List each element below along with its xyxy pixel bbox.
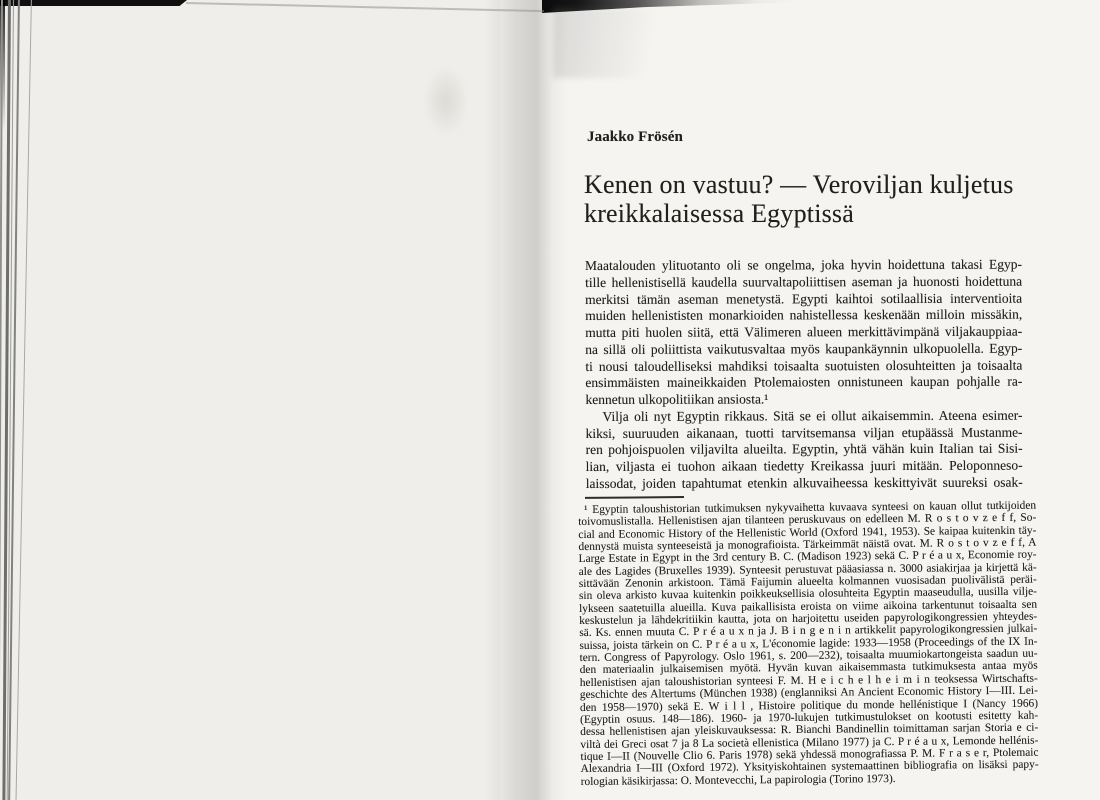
title-line: Kenen on vastuu? — Veroviljan kuljetus	[584, 170, 1014, 199]
footnote-line: keskustelun ja lähdekritiikin kautta, jota on harjoitettu useiden papyrologikongressien yhteydes-	[579, 610, 1038, 628]
footnote-line: lykseen saatetuilla alueilla. Kuva paikallisista eroista on viime aikoina tarkentunut toisaalta sen	[579, 598, 1038, 615]
body-text-line: ren pohjoispuolen viljavilta alueilta. Egyptin, yhtä vähän kuin Italian tai Sisi-	[585, 440, 1023, 458]
body-text-line: lian, viljasta ei tuohon aikaan tiedetty Kreikassa juuri mitään. Peloponneso-	[585, 457, 1023, 474]
body-text-line: muiden hellenististen monarkioiden nahistellessa keskenään milloin missäkin,	[585, 306, 1023, 324]
footnote-line: sin oleva arkisto kuvaa kuitenkin poikkeuksellisia olosuhteita Egyptin maaseudulla, uusilla vilje-	[578, 586, 1037, 603]
footnote-line: geschichte des Altertums (München 1938) (englanniksi An Ancient Economic History I—III. Lei-	[579, 684, 1038, 702]
body-text-line: na sillä oli poliittista vaikutusvaltaa myös kaupankäynnin ulkopuolella. Egyp-	[585, 340, 1023, 357]
author-name: Jaakko Frösén	[587, 129, 683, 145]
body-text-line: merkitsi tämän aseman menetystä. Egypti kaihtoi sotilaallisia interventioita	[585, 290, 1023, 307]
body-text-line: kiksi, suuruuden aikanaan, tuotti tarvitsemansa viljan etupäässä Mustanme-	[585, 424, 1023, 441]
footnote-line: hellenistisen ajan taloushistorian synteesi F. M. H e i c h e l h e i m i n teoksessa Wirtschafts-	[579, 672, 1038, 689]
footnote-line: suissa, joista tärkein on C. P r é a u x, L'économie lagide: 1933—1958 (Proceedings of the IX In-	[579, 635, 1038, 652]
footnote-section	[578, 493, 1039, 788]
scanner-shadow-top-left	[0, 0, 187, 6]
footnote-line: (Egyptin osuus. 148—186). 1960- ja 1970-lukujen tutkimustulokset on kootusti esitetty kah-	[580, 709, 1039, 726]
title-line: kreikkalaisessa Egyptissä	[584, 199, 854, 228]
footnote-line: viltà dei Greci osat 7 ja 8 La società ellenistica (Milano 1977) ja C. P r é a u x, Lemonde hellénis-	[580, 734, 1039, 751]
footnote-line: den materiaalin julkaisemisen myötä. Hyvän kuvan aikaisemmasta tutkimuksesta antaa myös	[579, 660, 1038, 677]
gutter-shadow	[484, 0, 568, 800]
article-body	[585, 257, 1023, 493]
body-text-line: laissodat, joiden tapahtumat etenkin alkuvaiheessa keskittyivät suureksi osak-	[585, 474, 1023, 491]
footnote-line: Alexandria I—III (Oxford 1972). Yksityiskohtainen systemaattinen bibliografia on lisäksi papy-	[580, 758, 1039, 776]
footnote-line: dessa hellenistisen ajan yleiskuvauksessa: R. Bianchi Bandinellin toimittaman sarjan Storia e ci-	[580, 721, 1039, 739]
footnote-line: ale des Lagides (Bruxelles 1939). Synteesit perustuvat pääasiassa n. 3000 asiakirjaa ja kirjettä kä-	[578, 561, 1037, 578]
footnote-line: sä. Ks. ennen muuta C. P r é a u x n ja J. B i n g e n i n artikkelit papyrologikongressien julkai-	[579, 623, 1038, 640]
footnote-line: sittävään Zenonin arkistoon. Tämä Faijumin alueelta kolmannen vuosisadan puolivälistä peräi-	[578, 573, 1037, 591]
footnote-line: ¹ Egyptin taloushistorian tutkimuksen nykyvaihetta kuvaava synteesi on kauan ollut tutkijoiden	[584, 499, 1037, 516]
footnote-line: dennystä muista synteeseistä ja monografioista. Tärkeimmät näistä ovat. M. R o s t o v z e f f, A	[578, 536, 1037, 554]
footnote-text	[578, 500, 1039, 788]
footnote-rule	[585, 496, 684, 499]
footnote-line: toivomuslistalla. Hellenistisen ajan tilanteen peruskuvaus on edelleen M. R o s t o v z e f f, So-	[578, 511, 1037, 529]
body-text-line: kennetun ulkopolitiikan ansiosta.¹	[585, 391, 769, 407]
paragraph-2	[585, 407, 1022, 492]
footnote-line: tique I—II (Nouvelle Clio 6. Paris 1978) sekä yhdessä monografiassa P. M. F r a s e r, Ptolemaic	[580, 746, 1039, 763]
body-text-line: tille hellenistisellä kaudella suurvaltapoliittisen aseman ja huonosti hoidettuna	[585, 273, 1023, 290]
footnote-line: cial and Economic History of the Hellenistic World (Oxford 1941, 1953). Se kaipaa kuitenkin täy-	[578, 524, 1037, 541]
paragraph-1	[585, 257, 1022, 409]
article-title	[584, 170, 1014, 228]
body-text-line: Maatalouden ylituotanto oli se ongelma, joka hyvin hoidettuna takasi Egyp-	[585, 256, 1023, 273]
body-text-line: Vilja oli nyt Egyptin rikkaus. Sitä se ei ollut aikaisemmin. Ateena esimer-	[602, 407, 1023, 424]
footnote-line: rologian käsikirjassa: O. Montevecchi, La papirologia (Torino 1973).	[580, 772, 896, 788]
body-text-line: ensimmäisten maineikkaiden Ptolemaiosten onnistuneen kaupan pohjalle ra-	[585, 373, 1023, 391]
body-text-line: ti nousi taloudelliseksi mahdiksi toisaalta suotuisten olosuhteitten ja toisaalta	[585, 357, 1023, 374]
footnote-line: Large Estate in Egypt in the 3rd century B. C. (Madison 1923) sekä C. P r é a u x, Economie roy-	[578, 548, 1037, 566]
footnote-line: tern. Congress of Papyrology. Oslo 1961, s. 200—232), toisaalta muumiokartongeista saadun uu-	[579, 647, 1038, 665]
footnote-line: den 1958—1970) sekä E. W i l l , Histoire politique du monde hellénistique I (Nancy 1966)	[579, 697, 1039, 714]
left-page-smudge	[424, 66, 468, 136]
body-text-line: mutta piti huolen siitä, että Välimeren alueen merkittävimpänä viljakauppiaa-	[585, 323, 1023, 340]
gutter-haze	[553, 8, 693, 78]
